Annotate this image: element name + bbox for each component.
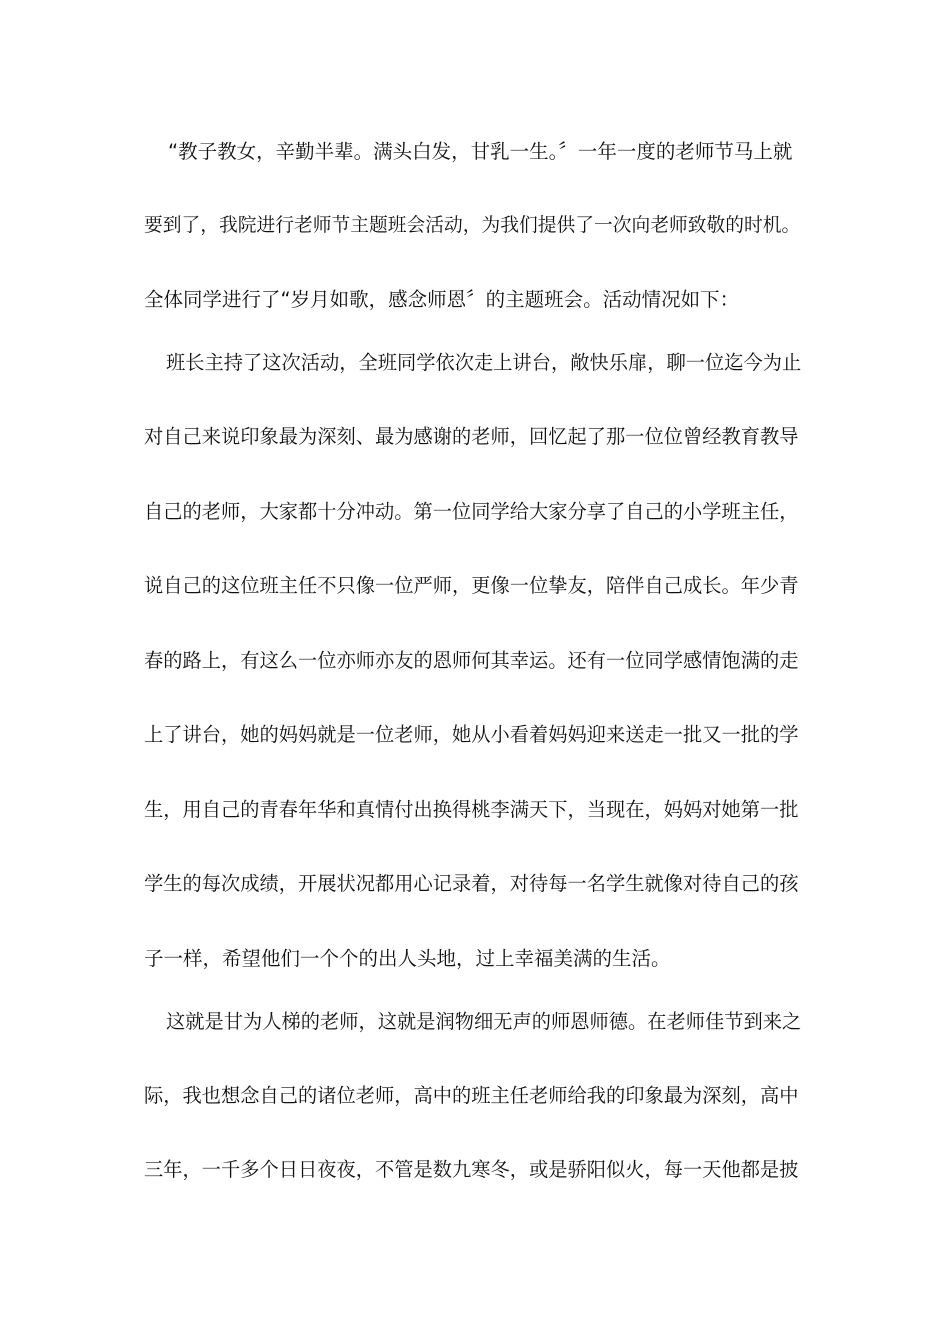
paragraph-1-line-3: 全体同学进行了“岁月如歌，感念师恩〞的主题班会。活动情况如下： <box>144 288 740 311</box>
paragraph-1-line-1: “教子教女，辛勤半辈。满头白发，甘乳一生。〞一年一度的老师节马上就 <box>168 140 793 163</box>
paragraph-1-line-2: 要到了，我院进行老师节主题班会活动，为我们提供了一次向老师致敬的时机。 <box>144 215 801 236</box>
paragraph-2-line-6: 上了讲台，她的妈妈就是一位老师，她从小看着妈妈迎来送走一批又一批的学 <box>144 723 799 746</box>
paragraph-2-line-1: 班长主持了这次活动，全班同学依次走上讲台，敞快乐扉，聊一位迄今为止 <box>166 351 802 374</box>
paragraph-2-line-4: 说自己的这位班主任不只像一位严师，更像一位挚友，陪伴自己成长。年少青 <box>144 574 799 597</box>
paragraph-2-line-3: 自己的老师，大家都十分冲动。第一位同学给大家分享了自己的小学班主任， <box>144 500 799 523</box>
paragraph-2-line-5: 春的路上，有这么一位亦师亦友的恩师何其幸运。还有一位同学感情饱满的走 <box>144 649 799 672</box>
paragraph-3-line-2: 际，我也想念自己的诸位老师，高中的班主任老师给我的印象最为深刻，高中 <box>144 1084 799 1107</box>
paragraph-2-line-2: 对自己来说印象最为深刻、最为感谢的老师，回忆起了那一位位曾经教育教导 <box>144 425 799 448</box>
paragraph-3-line-3: 三年，一千多个日日夜夜，不管是数九寒冬，或是骄阳似火，每一天他都是披 <box>144 1158 799 1181</box>
paragraph-2-line-7: 生，用自己的青春年华和真情付出换得桃李满天下，当现在，妈妈对她第一批 <box>144 798 799 821</box>
paragraph-2-line-8: 学生的每次成绩，开展状况都用心记录着，对待每一名学生就像对待自己的孩 <box>144 872 799 895</box>
paragraph-3-line-1: 这就是甘为人梯的老师，这就是润物细无声的师恩师德。在老师佳节到来之 <box>166 1010 802 1033</box>
paragraph-2-line-9: 子一样，希望他们一个个的出人头地，过上幸福美满的生活。 <box>144 947 671 970</box>
